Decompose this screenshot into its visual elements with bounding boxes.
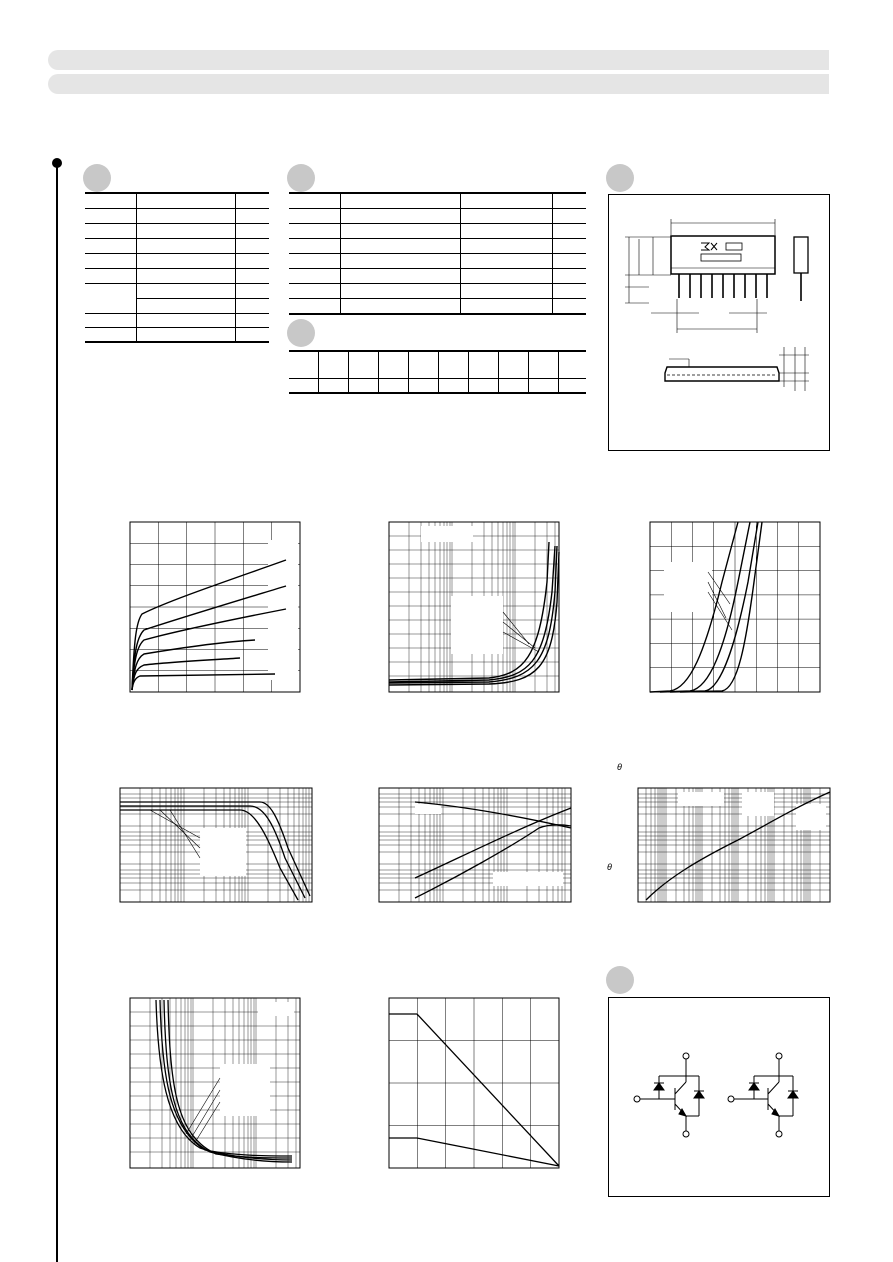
section-marker-ratings (83, 164, 111, 192)
chart-safe-operating-area (120, 788, 312, 902)
section-marker-outline (606, 164, 634, 192)
left-guide-line (56, 162, 58, 1262)
header-band-top (48, 50, 829, 70)
header-band-bottom (48, 74, 829, 94)
package-outline-drawing (609, 195, 831, 452)
theta-label-top: θ (617, 762, 622, 772)
theta-label-axis: θ (607, 862, 612, 872)
chart-thermal-resistance (638, 788, 830, 902)
chart-ic-vbe (650, 522, 820, 692)
section-marker-characteristics (287, 164, 315, 192)
section-marker-equivalent-circuit (606, 966, 634, 994)
left-guide-dot (52, 158, 62, 168)
equivalent-circuit-box (608, 997, 830, 1197)
chart-derating (389, 998, 559, 1168)
chart-vce-sat (389, 522, 559, 692)
equivalent-circuit-diagram (609, 998, 831, 1198)
package-outline-box (608, 194, 830, 451)
section-marker-pin-table (287, 319, 315, 347)
chart-hfe (379, 788, 571, 902)
chart-switching (130, 998, 300, 1168)
chart-ic-vce (130, 522, 300, 692)
